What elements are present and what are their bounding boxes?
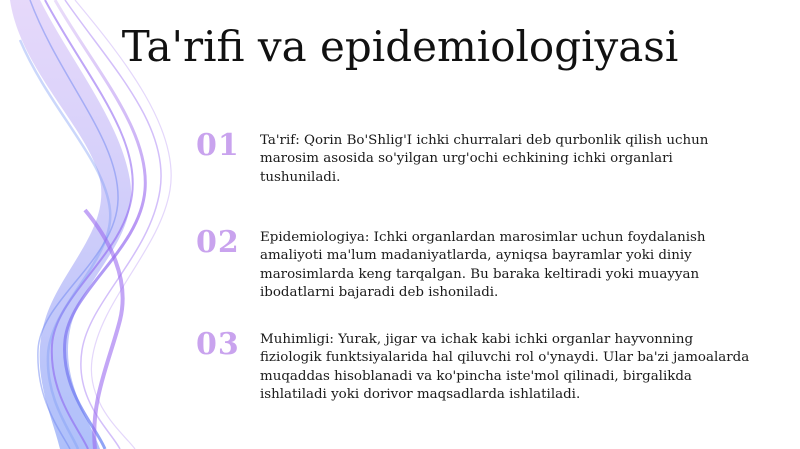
list-item-03: [196, 327, 756, 405]
item-number: 03: [196, 327, 240, 362]
item-number: 01: [196, 128, 240, 163]
list-item-01: [196, 128, 756, 187]
item-text: Muhimligi: Yurak, jigar va ichak kabi ichki organlar hayvonning fiziologik funktsiyalarida hal qiluvchi rol o'ynaydi. Ular ba'zi jamoalarda muqaddas hisoblanadi va ko'pincha iste'mol qilinadi, birgalikda ishlatiladi yoki dorivor maqsadlarda ishlatiladi.: [260, 332, 750, 403]
item-number: 02: [196, 225, 240, 260]
item-text: Epidemiologiya: Ichki organlardan marosimlar uchun foydalanish amaliyoti ma'lum madaniyatlarda, ayniqsa bayramlar yoki diniy marosimlarda keng tarqalgan. Bu baraka keltiradi yoki muayyan ibodatlarni bajaradi deb ishoniladi.: [260, 230, 706, 301]
item-text: Ta'rif: Qorin Bo'Shlig'I ichki churralari deb qurbonlik qilish uchun marosim asosida so'yilgan urg'ochi echkining ichki organlari tushuniladi.: [260, 133, 709, 185]
list-item-02: [196, 225, 756, 303]
slide-title: Ta'rifi va epidemiologiyasi: [121, 22, 679, 71]
